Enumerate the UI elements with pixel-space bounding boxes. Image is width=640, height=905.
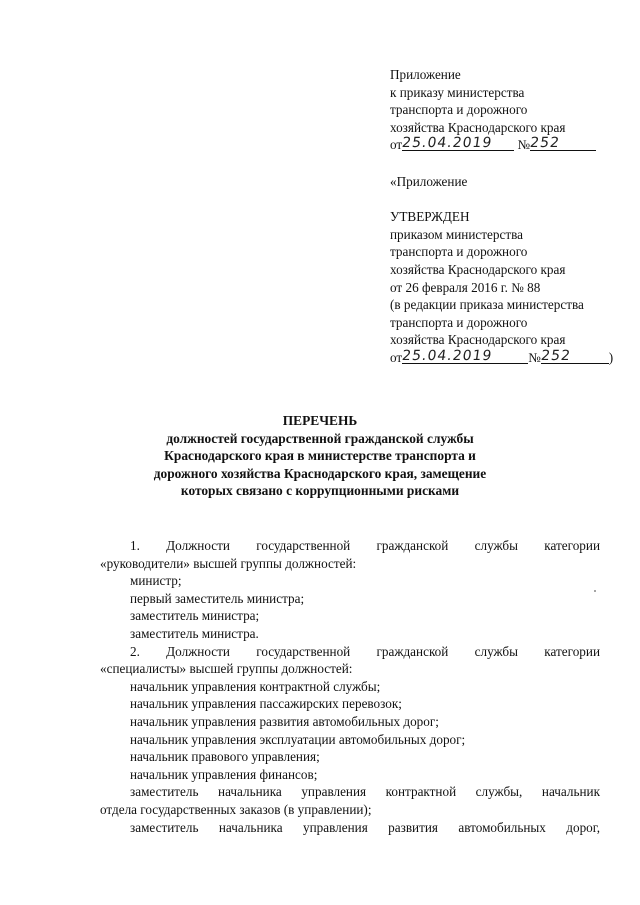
list-item-long: заместитель начальника управления контрактной службы, начальник [130,784,600,800]
approval-block [390,173,613,367]
list-item: начальник управления развития автомобильных дорог; [130,713,439,729]
list-item: начальник управления эксплуатации автомобильных дорог; [130,731,466,747]
appendix-line: к приказу министерства [390,84,525,100]
approval-line: (в редакции приказа министерства [390,297,584,313]
document-title [0,412,640,500]
list-item: начальник управления пассажирских перевозок; [130,696,402,712]
appendix-line: Приложение [390,67,461,82]
title-line: дорожного хозяйства Краснодарского края, замещение [153,465,487,481]
approval-line: транспорта и дорожного [390,244,528,260]
handwritten-order-number: 252 [529,135,562,152]
order-number-prefix: № [517,137,531,153]
list-item: первый заместитель министра; [130,590,305,606]
handwritten-order-number: 252 [539,347,572,364]
approval-open-label: «Приложение [390,174,468,189]
section-2-heading: 2. Должности государственной гражданской службы категории [130,643,600,659]
handwritten-order-date: 25.04.2019 [401,135,494,152]
approval-line: транспорта и дорожного [390,314,528,330]
list-item: министр; [130,573,182,589]
section-1-heading-cont: «руководители» высшей группы должностей: [100,555,357,571]
approval-line: от 26 февраля 2016 г. № 88 [390,279,541,295]
closing-paren: ) [608,349,614,365]
approval-line: хозяйства Краснодарского края [390,261,566,277]
order-number-prefix: № [528,349,541,365]
order-prefix: от [390,349,403,365]
title-heading: ПЕРЕЧЕНЬ [282,413,358,428]
handwritten-order-date: 25.04.2019 [401,347,494,364]
order-prefix: от [390,137,403,153]
section-2-heading-cont: «специалисты» высшей группы должностей: [100,661,353,677]
section-1-heading: 1. Должности государственной гражданской службы категории [130,538,600,553]
approval-line: приказом министерства [390,226,523,242]
title-line: которых связано с коррупционными рисками [180,483,460,499]
list-item: заместитель министра; [130,608,260,624]
list-item: начальник управления финансов; [130,766,318,782]
appendix-line: транспорта и дорожного [390,102,528,118]
approval-order-line [390,349,613,367]
document-body [100,537,600,836]
list-item: начальник управления контрактной службы; [130,678,381,694]
title-line: Краснодарского края в министерстве транспорта и [164,448,476,464]
title-line: должностей государственной гражданской службы [166,430,474,446]
appendix-order-line [390,136,596,154]
list-item: заместитель министра. [130,625,259,641]
list-item-long-cont: отдела государственных заказов (в управлении); [100,801,372,817]
list-item: начальник правового управления; [130,749,320,765]
scan-speck [594,590,596,592]
approval-line: хозяйства Краснодарского края [390,332,566,348]
approved-label: УТВЕРЖДЕН [390,209,470,225]
list-item-long: заместитель начальника управления развития автомобильных дорог, [130,819,600,835]
appendix-line: хозяйства Краснодарского края [390,119,566,135]
appendix-header [390,66,596,154]
